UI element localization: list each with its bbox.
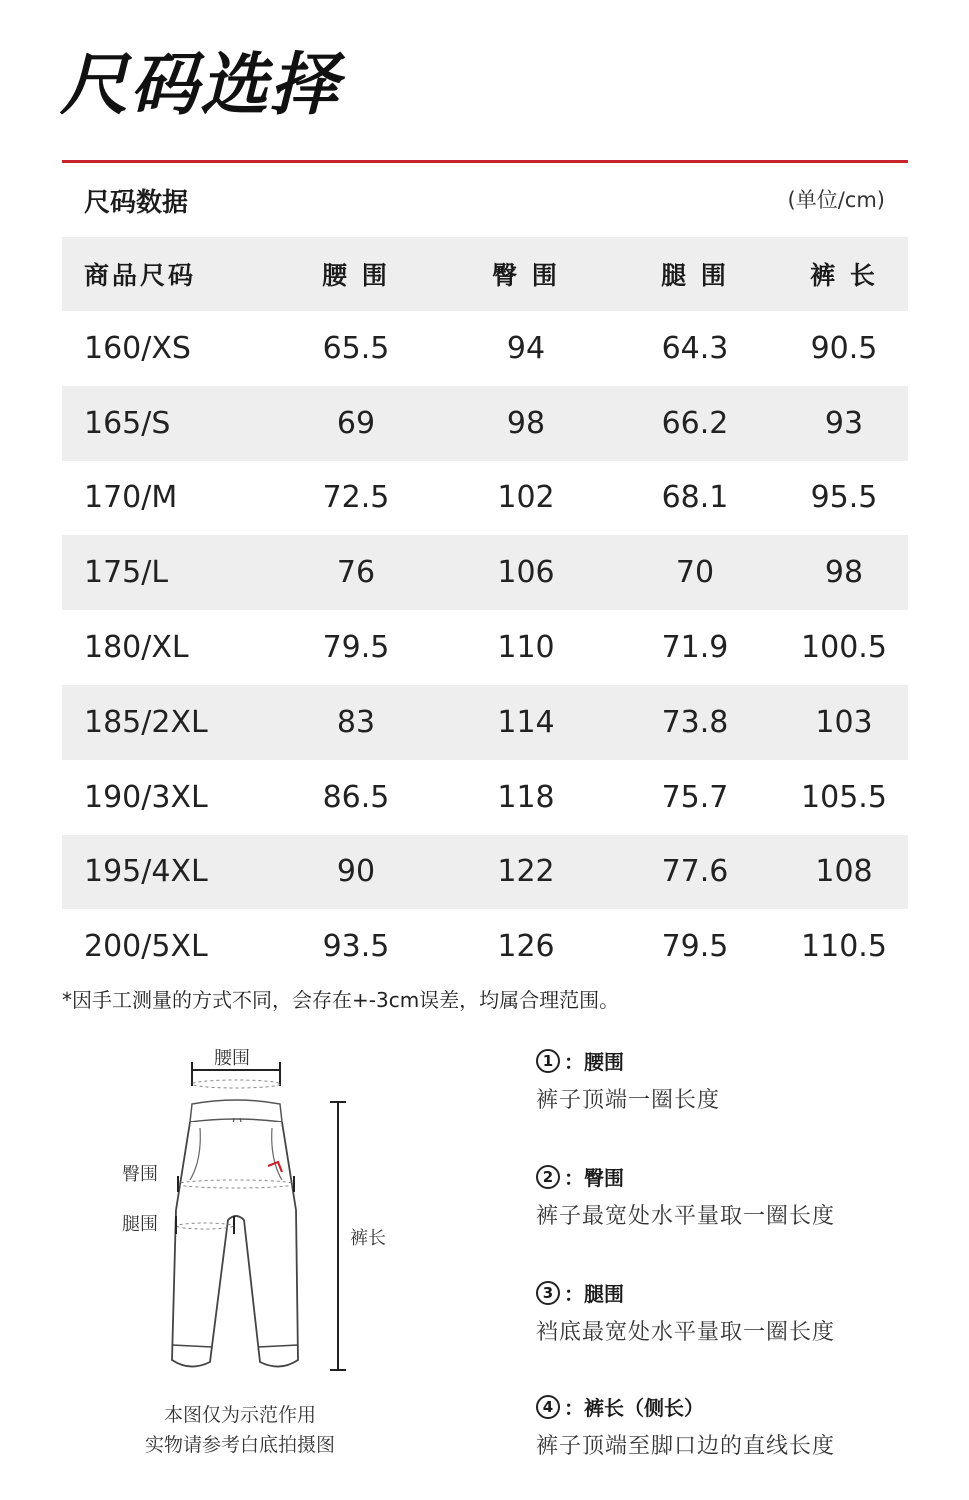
item-title: ：臀围: [564, 1166, 624, 1190]
cell-length: 98: [824, 555, 864, 591]
header-hip: 臀 围: [492, 261, 560, 290]
table-row: [62, 386, 908, 461]
item-title: ：腰围: [564, 1050, 624, 1074]
cell-length: 100.5: [801, 630, 887, 666]
cell-size: 165/S: [84, 405, 171, 441]
cell-length: 90.5: [810, 330, 878, 366]
cell-hip: 126: [497, 929, 555, 965]
cell-waist: 83: [336, 704, 376, 740]
caption-line-1: 本图仅为示范作用: [163, 1404, 316, 1426]
cell-size: 200/5XL: [84, 929, 208, 965]
item-desc: 裤子最宽处水平量取一圈长度: [536, 1204, 836, 1229]
caption-line-2: 实物请参考白底拍摄图: [144, 1434, 335, 1456]
measure-item-waist: [536, 1046, 720, 1114]
title-divider: [62, 160, 908, 163]
page-title: 尺码选择: [60, 46, 341, 125]
item-title: ：裤长（侧长）: [564, 1396, 704, 1420]
number-badge: 2: [536, 1165, 560, 1189]
item-desc: 裤子顶端一圈长度: [536, 1088, 721, 1113]
cell-thigh: 75.7: [661, 779, 729, 815]
item-desc: 裤子顶端至脚口边的直线长度: [536, 1434, 836, 1459]
pants-diagram: [110, 1040, 430, 1420]
cell-waist: 86.5: [322, 779, 390, 815]
number-badge: 1: [536, 1049, 560, 1073]
pants-illustration: [110, 1040, 430, 1390]
number-badge: 4: [536, 1395, 560, 1419]
cell-thigh: 64.3: [661, 330, 729, 366]
cell-size: 180/XL: [84, 630, 189, 666]
diagram-caption: [110, 1400, 370, 1460]
cell-thigh: 79.5: [661, 929, 729, 965]
thigh-label: 腿围: [122, 1214, 158, 1235]
measure-item-thigh: [536, 1278, 835, 1346]
header-length: 裤 长: [810, 261, 878, 290]
table-row: [62, 311, 908, 386]
cell-hip: 122: [497, 854, 555, 890]
cell-hip: 114: [497, 704, 555, 740]
cell-length: 108: [815, 854, 873, 890]
table-row: [62, 835, 908, 910]
length-label: 裤长: [350, 1228, 386, 1249]
cell-waist: 90: [336, 854, 376, 890]
hip-label: 臀围: [122, 1164, 158, 1185]
item-desc: 裆底最宽处水平量取一圈长度: [536, 1320, 836, 1345]
cell-waist: 72.5: [322, 480, 390, 516]
cell-length: 95.5: [810, 480, 878, 516]
cell-thigh: 71.9: [661, 630, 729, 666]
cell-size: 195/4XL: [84, 854, 208, 890]
table-row: [62, 760, 908, 835]
cell-waist: 76: [336, 555, 376, 591]
cell-hip: 118: [497, 779, 555, 815]
measure-item-length: [536, 1392, 835, 1460]
cell-hip: 110: [497, 630, 555, 666]
table-header-row: [62, 237, 908, 311]
cell-hip: 98: [506, 405, 546, 441]
unit-label: (单位/cm): [787, 188, 885, 212]
waist-label: 腰围: [214, 1048, 250, 1069]
number-badge: 3: [536, 1281, 560, 1305]
cell-size: 175/L: [84, 555, 169, 591]
cell-length: 93: [824, 405, 864, 441]
header-waist: 腰 围: [322, 261, 390, 290]
measurement-note: *因手工测量的方式不同，会存在+-3cm误差，均属合理范围。: [62, 988, 620, 1012]
cell-thigh: 68.1: [661, 480, 729, 516]
cell-waist: 79.5: [322, 630, 390, 666]
measure-item-hip: [536, 1162, 835, 1230]
table-row: [62, 685, 908, 760]
item-title: ：腿围: [564, 1282, 624, 1306]
size-table: [62, 237, 908, 984]
cell-size: 185/2XL: [84, 704, 208, 740]
table-row: [62, 610, 908, 685]
cell-length: 105.5: [801, 779, 887, 815]
cell-size: 190/3XL: [84, 779, 208, 815]
header-size: 商品尺码: [84, 261, 197, 290]
cell-hip: 102: [497, 480, 555, 516]
cell-thigh: 73.8: [661, 704, 729, 740]
cell-waist: 93.5: [322, 929, 390, 965]
cell-hip: 106: [497, 555, 555, 591]
table-row: [62, 535, 908, 610]
cell-size: 160/XS: [84, 330, 191, 366]
cell-thigh: 77.6: [661, 854, 729, 890]
cell-waist: 65.5: [322, 330, 390, 366]
table-row: [62, 909, 908, 984]
cell-hip: 94: [506, 330, 546, 366]
cell-size: 170/M: [84, 480, 178, 516]
cell-waist: 69: [336, 405, 376, 441]
header-thigh: 腿 围: [661, 261, 729, 290]
cell-thigh: 66.2: [661, 405, 729, 441]
cell-length: 103: [815, 704, 873, 740]
cell-length: 110.5: [801, 929, 887, 965]
table-row: [62, 461, 908, 536]
cell-thigh: 70: [675, 555, 715, 591]
section-title: 尺码数据: [84, 188, 189, 218]
